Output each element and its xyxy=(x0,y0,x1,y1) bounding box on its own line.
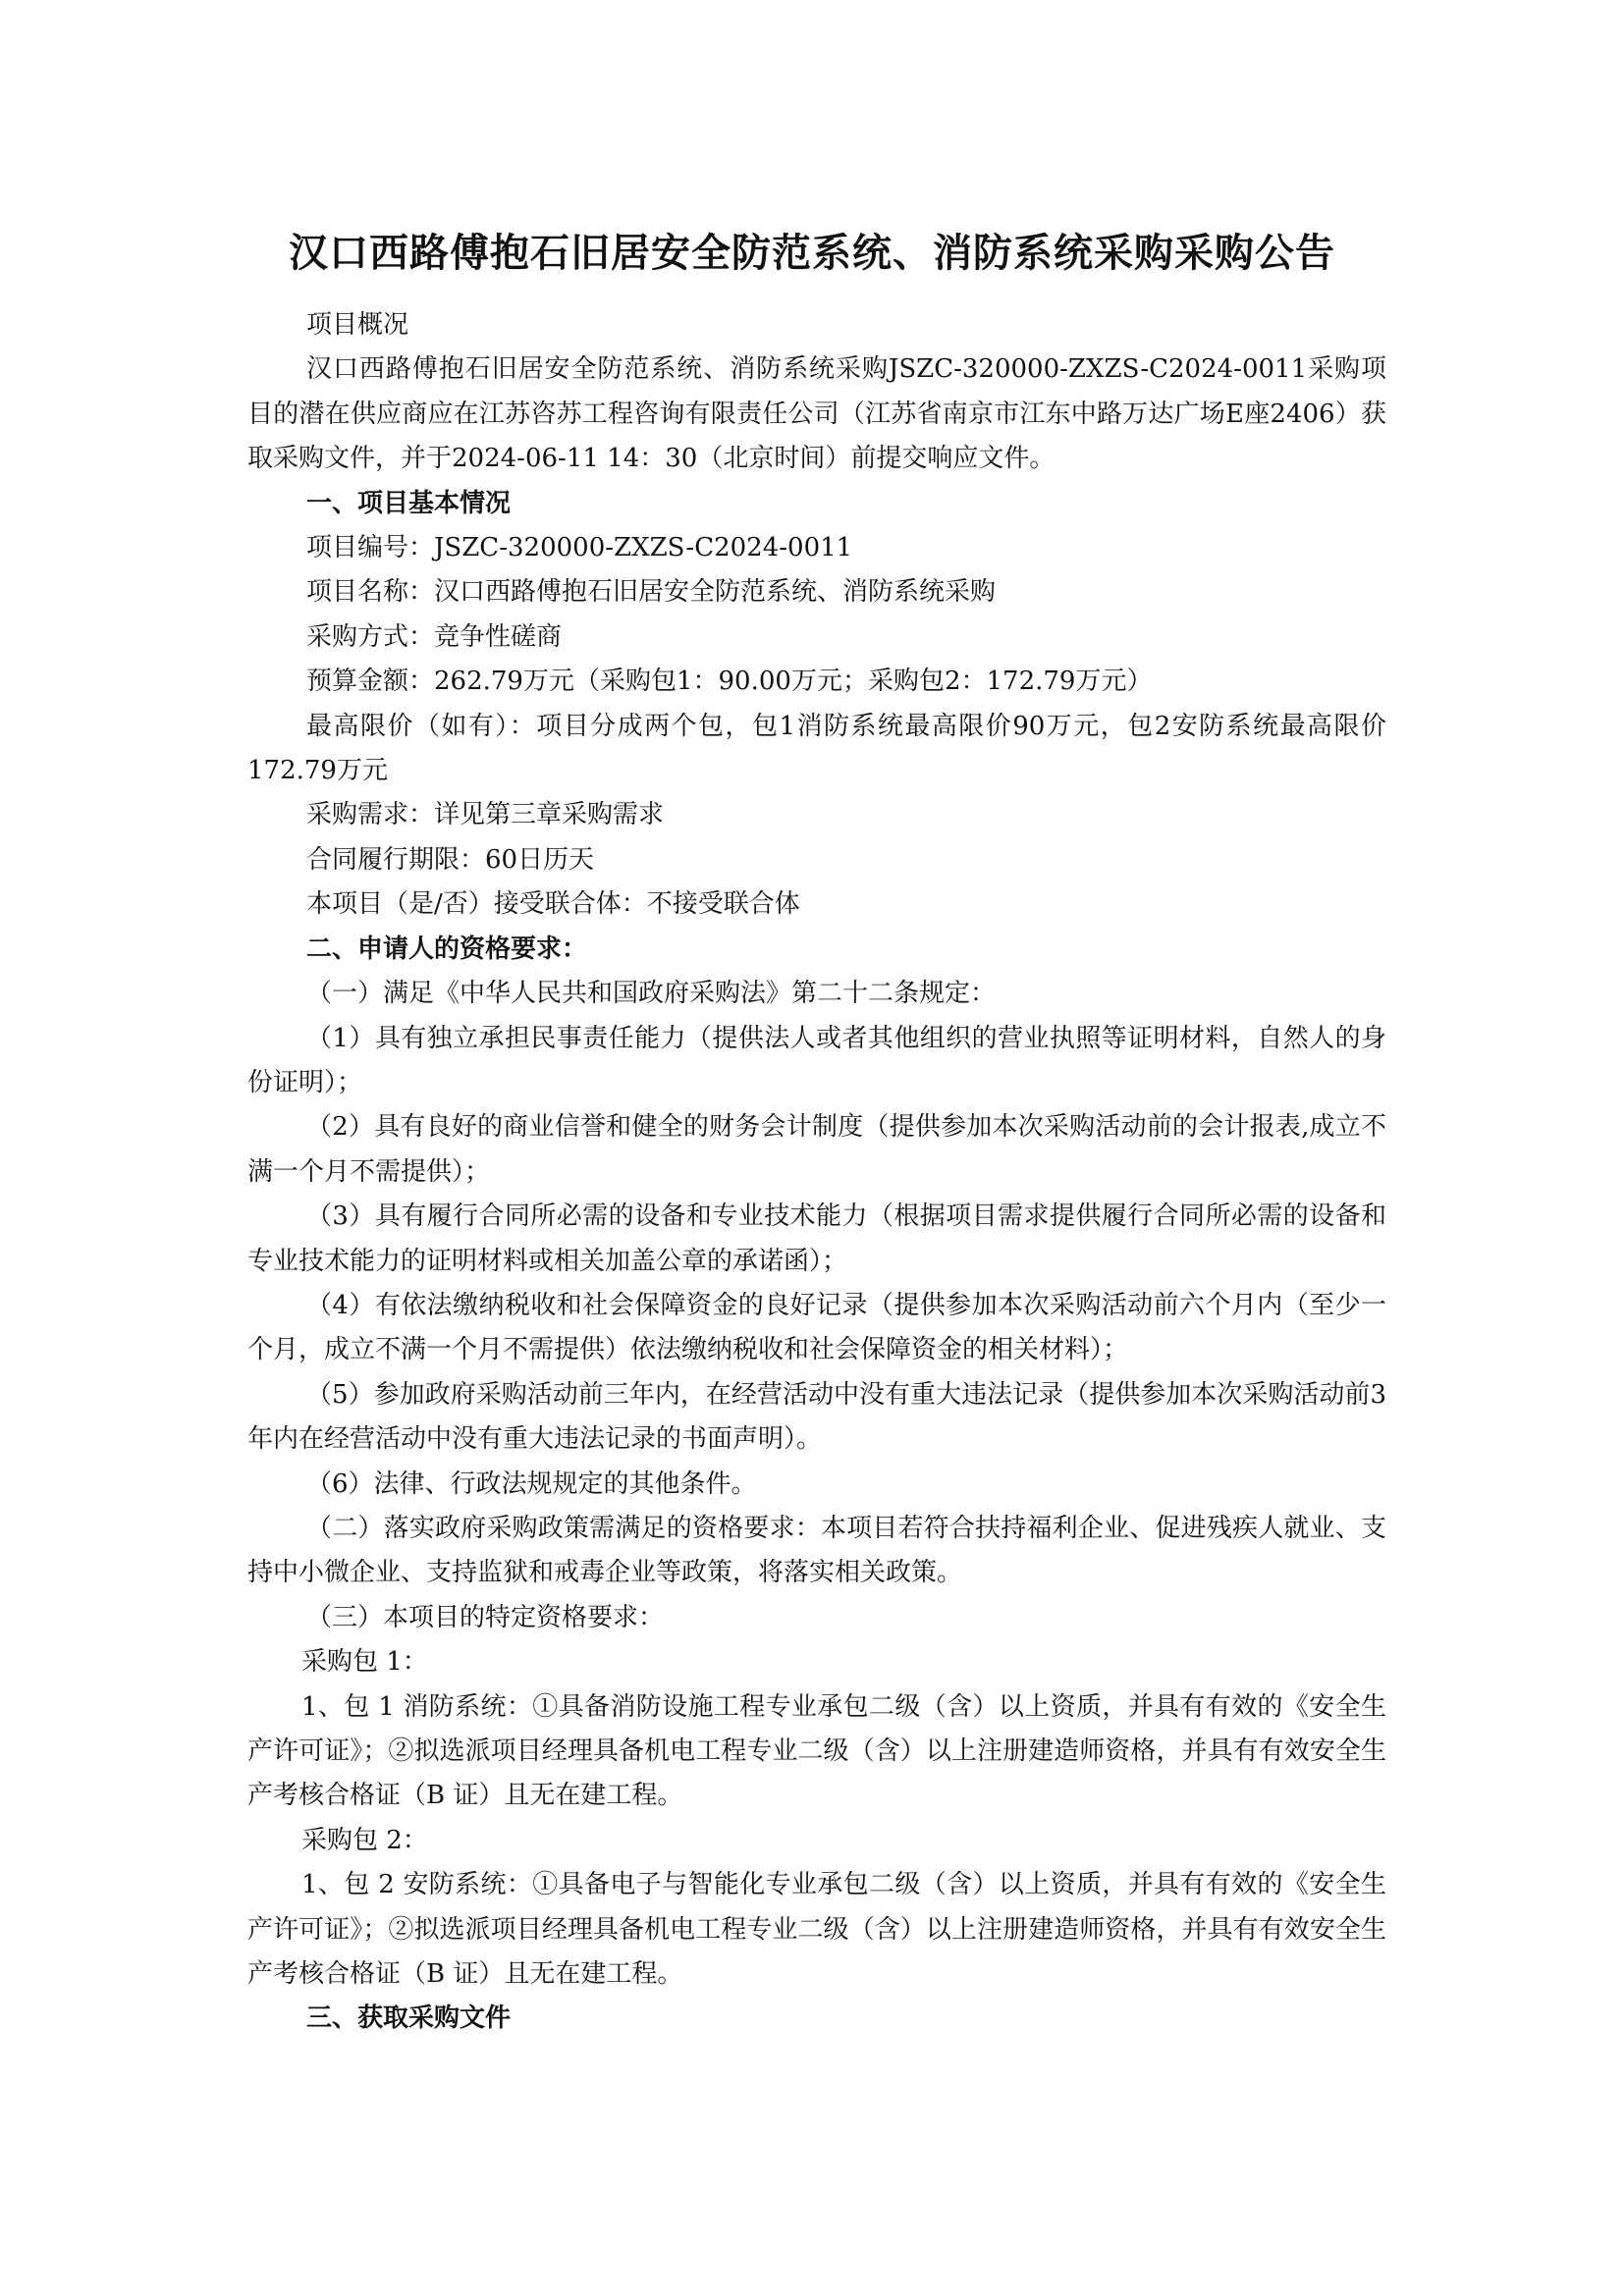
overview-text: 汉口西路傅抱石旧居安全防范系统、消防系统采购JSZC-320000-ZXZS-C2024-0011采购项目的潜在供应商应在江苏咨苏工程咨询有限责任公司（江苏省南京市江东中路万达广场E座2406）获取采购文件，并于2024-06-11 14：30（北京时间）前提交响应文件。 xyxy=(247,354,1386,474)
section1-heading: 一、项目基本情况 xyxy=(306,488,512,518)
package2-text: 1、包 2 安防系统：①具备电子与智能化专业承包二级（含）以上资质，并具有有效的《安全生产许可证》；②拟选派项目经理具备机电工程专业二级（含）以上注册建造师资格，并具有有效安全生产考核合格证（B 证）且无在建工程。 xyxy=(247,1870,1386,1990)
project-name: 项目名称：汉口西路傅抱石旧居安全防范系统、消防系统采购 xyxy=(306,577,997,608)
qualification-item-6: （6）法律、行政法规规定的其他条件。 xyxy=(306,1468,757,1499)
section2-heading: 二、申请人的资格要求： xyxy=(306,934,588,964)
package2-label: 采购包 2： xyxy=(301,1825,428,1855)
section3-heading: 三、获取采购文件 xyxy=(306,2003,512,2034)
qualification-item-1: （1）具有独立承担民事责任能力（提供法人或者其他组织的营业执照等证明材料，自然人的身份证明）； xyxy=(247,1023,1386,1097)
procurement-requirement: 采购需求：详见第三章采购需求 xyxy=(306,800,665,830)
overview-heading: 项目概况 xyxy=(306,310,409,340)
qualification-sub1: （一）满足《中华人民共和国政府采购法》第二十二条规定： xyxy=(306,979,997,1009)
qualification-item-2: （2）具有良好的商业信誉和健全的财务会计制度（提供参加本次采购活动前的会计报表,成立不满一个月不需提供）； xyxy=(247,1112,1386,1187)
document-title: 汉口西路傅抱石旧居安全防范系统、消防系统采购采购公告 xyxy=(289,231,1335,276)
project-number: 项目编号：JSZC-320000-ZXZS-C2024-0011 xyxy=(306,533,853,563)
qualification-item-5: （5）参加政府采购活动前三年内，在经营活动中没有重大违法记录（提供参加本次采购活动前3年内在经营活动中没有重大违法记录的书面声明）。 xyxy=(247,1379,1386,1455)
procurement-method: 采购方式：竞争性磋商 xyxy=(306,621,563,652)
qualification-sub3: （三）本项目的特定资格要求： xyxy=(306,1602,665,1632)
budget-amount: 预算金额：262.79万元（采购包1：90.00万元；采购包2：172.79万元） xyxy=(306,667,1153,697)
qualification-sub2: （二）落实政府采购政策需满足的资格要求：本项目若符合扶持福利企业、促进残疾人就业、支持中小微企业、支持监狱和戒毒企业等政策，将落实相关政策。 xyxy=(247,1513,1386,1588)
qualification-item-3: （3）具有履行合同所必需的设备和专业技术能力（根据项目需求提供履行合同所必需的设备和专业技术能力的证明材料或相关加盖公章的承诺函）； xyxy=(247,1201,1386,1276)
contract-period: 合同履行期限：60日历天 xyxy=(306,844,595,875)
document-body xyxy=(247,303,1386,2042)
package1-text: 1、包 1 消防系统：①具备消防设施工程专业承包二级（含）以上资质，并具有有效的《安全生产许可证》；②拟选派项目经理具备机电工程专业二级（含）以上注册建造师资格，并具有有效安全生产考核合格证（B 证）且无在建工程。 xyxy=(247,1691,1386,1811)
package1-label: 采购包 1： xyxy=(301,1647,428,1678)
consortium-policy: 本项目（是/否）接受联合体：不接受联合体 xyxy=(306,889,800,920)
max-price: 最高限价（如有）：项目分成两个包，包1消防系统最高限价90万元，包2安防系统最高限价172.79万元 xyxy=(247,711,1386,786)
qualification-item-4: （4）有依法缴纳税收和社会保障资金的良好记录（提供参加本次采购活动前六个月内（至少一个月，成立不满一个月不需提供）依法缴纳税收和社会保障资金的相关材料）； xyxy=(247,1290,1386,1365)
